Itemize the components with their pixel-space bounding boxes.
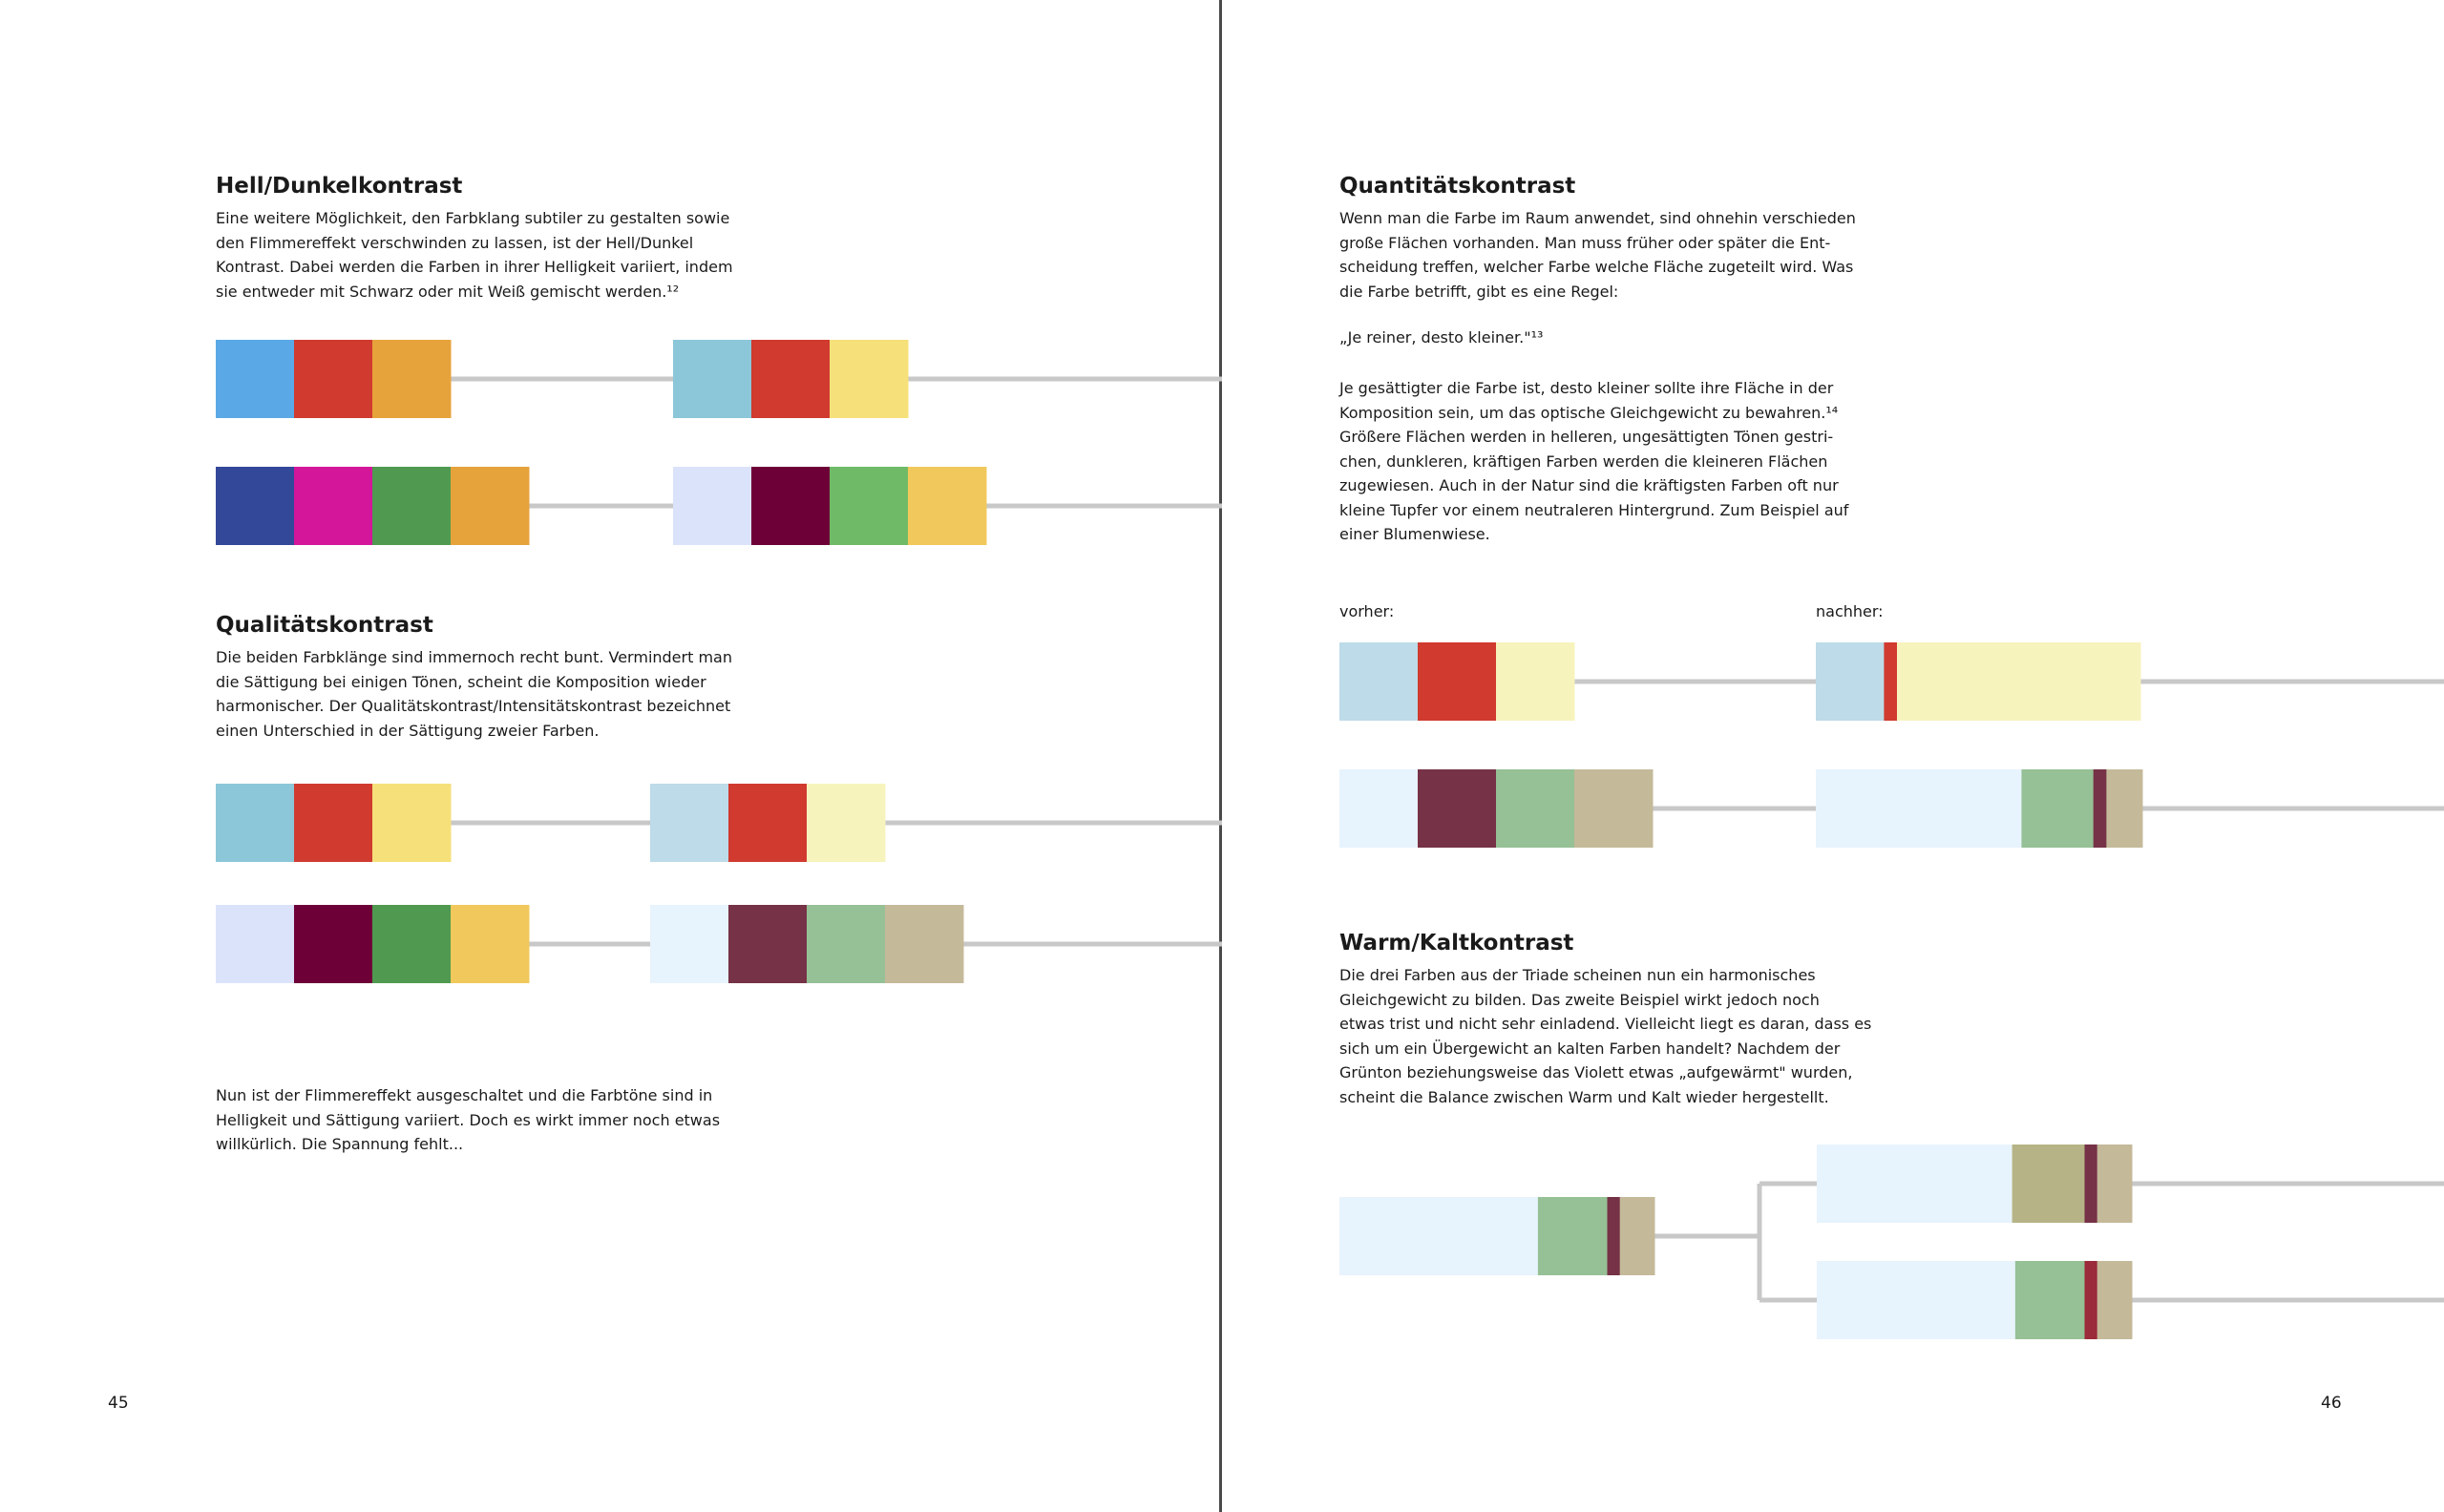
- q-row1-b-swatch-2: [807, 784, 886, 862]
- text-line: scheidung treffen, welcher Farbe welche Fläche zugeteilt wird. Was: [1339, 258, 1854, 276]
- wk-source-swatch-0: [1339, 1197, 1538, 1275]
- hd-row1-b-swatch-0: [673, 340, 752, 418]
- text-line: die Farbe betrifft, gibt es eine Regel:: [1339, 282, 1619, 301]
- qn-after-1-swatch-2: [1897, 642, 2141, 721]
- text-line: scheint die Balance zwischen Warm und Kalt wieder hergestellt.: [1339, 1087, 1829, 1106]
- text-line: Eine weitere Möglichkeit, den Farbklang subtiler zu gestalten sowie: [216, 209, 730, 227]
- text-line: Wenn man die Farbe im Raum anwendet, sind ohnehin verschieden: [1339, 209, 1856, 227]
- wk-result-2-swatch-0: [1817, 1261, 2015, 1339]
- text-line: einen Unterschied in der Sättigung zweier Farben.: [216, 721, 600, 740]
- qn-after-2-swatch-0: [1816, 769, 2022, 848]
- quote: „Je reiner, desto kleiner."¹³: [1339, 328, 1544, 346]
- qn-after-2-swatch-3: [2106, 769, 2142, 848]
- text-line: harmonischer. Der Qualitätskontrast/Intensitätskontrast bezeichnet: [216, 697, 731, 715]
- hd-row1-a-swatch-0: [216, 340, 295, 418]
- hd-row2-b-swatch-3: [908, 467, 987, 545]
- q-row2-b-swatch-1: [728, 905, 808, 983]
- text-line: die Sättigung bei einigen Tönen, scheint die Komposition wieder: [216, 672, 706, 691]
- heading-hell-dunkel: Hell/Dunkelkontrast: [216, 174, 463, 199]
- heading-quantitaet: Quantitätskontrast: [1339, 174, 1576, 199]
- qn-before-1-swatch-2: [1496, 642, 1575, 721]
- text-line: chen, dunkleren, kräftigen Farben werden die kleineren Flächen: [1339, 452, 1828, 471]
- qn-before-1-swatch-1: [1418, 642, 1497, 721]
- text-line: Die beiden Farbklänge sind immernoch recht bunt. Vermindert man: [216, 648, 732, 666]
- hd-row2-b-swatch-1: [751, 467, 831, 545]
- text-line: große Flächen vorhanden. Man muss früher oder später die Ent-: [1339, 233, 1831, 252]
- text-line: zugewiesen. Auch in der Natur sind die kräftigsten Farben oft nur: [1339, 476, 1839, 494]
- q-row1-b-swatch-0: [650, 784, 729, 862]
- wk-result-1-swatch-2: [2085, 1144, 2098, 1223]
- q-row1-a-swatch-1: [294, 784, 373, 862]
- qn-before-2-swatch-2: [1496, 769, 1575, 848]
- text-line: einer Blumenwiese.: [1339, 525, 1490, 543]
- hd-row2-a-swatch-0: [216, 467, 295, 545]
- label-before: vorher:: [1339, 602, 1395, 620]
- q-row1-a-swatch-0: [216, 784, 295, 862]
- text-line: Nun ist der Flimmereffekt ausgeschaltet und die Farbtöne sind in: [216, 1086, 713, 1104]
- q-row2-b-swatch-0: [650, 905, 729, 983]
- text-line: etwas trist und nicht sehr einladend. Vielleicht liegt es daran, dass es: [1339, 1015, 1872, 1033]
- qn-before-1-swatch-0: [1339, 642, 1419, 721]
- heading-warm-kalt: Warm/Kaltkontrast: [1339, 931, 1574, 956]
- text-line: Größere Flächen werden in helleren, ungesättigten Tönen gestri-: [1339, 428, 1834, 446]
- qn-after-2-swatch-2: [2094, 769, 2107, 848]
- text-line: Komposition sein, um das optische Gleichgewicht zu bewahren.¹⁴: [1339, 403, 1839, 422]
- wk-result-1-swatch-3: [2097, 1144, 2133, 1223]
- q-row2-b-swatch-3: [885, 905, 964, 983]
- text-line: den Flimmereffekt verschwinden zu lassen, ist der Hell/Dunkel: [216, 233, 694, 252]
- text-line: sie entweder mit Schwarz oder mit Weiß gemischt werden.¹²: [216, 282, 680, 301]
- q-row2-a-swatch-3: [451, 905, 530, 983]
- page-number-left: 45: [108, 1394, 129, 1413]
- qn-before-2-swatch-1: [1418, 769, 1497, 848]
- hd-row2-b-swatch-2: [830, 467, 909, 545]
- q-row2-a-swatch-2: [372, 905, 452, 983]
- text-line: Die drei Farben aus der Triade scheinen nun ein harmonisches: [1339, 966, 1816, 984]
- q-row2-a-swatch-1: [294, 905, 373, 983]
- text-line: Kontrast. Dabei werden die Farben in ihrer Helligkeit variiert, indem: [216, 258, 733, 276]
- wk-result-2-swatch-3: [2097, 1261, 2133, 1339]
- q-row1-b-swatch-1: [728, 784, 808, 862]
- text-line: Grünton beziehungsweise das Violett etwas „aufgewärmt" wurden,: [1339, 1063, 1853, 1082]
- wk-result-1-swatch-1: [2012, 1144, 2085, 1223]
- hd-row1-b-swatch-1: [751, 340, 831, 418]
- heading-qualitaet: Qualitätskontrast: [216, 613, 433, 638]
- hd-row2-a-swatch-3: [451, 467, 530, 545]
- text-line: Gleichgewicht zu bilden. Das zweite Beispiel wirkt jedoch noch: [1339, 990, 1820, 1009]
- text-line: kleine Tupfer vor einem neutraleren Hintergrund. Zum Beispiel auf: [1339, 500, 1849, 519]
- text-line: sich um ein Übergewicht an kalten Farben handelt? Nachdem der: [1339, 1039, 1841, 1058]
- hd-row1-b-swatch-2: [830, 340, 909, 418]
- q-row1-a-swatch-2: [372, 784, 452, 862]
- q-row2-a-swatch-0: [216, 905, 295, 983]
- q-row2-b-swatch-2: [807, 905, 886, 983]
- qn-before-2-swatch-3: [1574, 769, 1654, 848]
- hd-row2-a-swatch-1: [294, 467, 373, 545]
- qn-after-1-swatch-1: [1884, 642, 1897, 721]
- hd-row2-a-swatch-2: [372, 467, 452, 545]
- qn-before-2-swatch-0: [1339, 769, 1419, 848]
- wk-source-swatch-3: [1620, 1197, 1655, 1275]
- wk-source-swatch-2: [1608, 1197, 1621, 1275]
- hd-row1-a-swatch-2: [372, 340, 452, 418]
- page-number-right: 46: [2321, 1394, 2342, 1413]
- wk-result-2-swatch-2: [2085, 1261, 2098, 1339]
- hd-row2-b-swatch-0: [673, 467, 752, 545]
- qn-after-1-swatch-0: [1816, 642, 1885, 721]
- text-line: Helligkeit und Sättigung variiert. Doch es wirkt immer noch etwas: [216, 1110, 721, 1129]
- wk-result-2-swatch-1: [2015, 1261, 2085, 1339]
- text-line: Je gesättigter die Farbe ist, desto kleiner sollte ihre Fläche in der: [1339, 379, 1834, 397]
- wk-source-swatch-1: [1538, 1197, 1608, 1275]
- qn-after-2-swatch-1: [2021, 769, 2094, 848]
- wk-result-1-swatch-0: [1817, 1144, 2012, 1223]
- label-after: nachher:: [1816, 602, 1884, 620]
- hd-row1-a-swatch-1: [294, 340, 373, 418]
- text-line: willkürlich. Die Spannung fehlt...: [216, 1135, 464, 1153]
